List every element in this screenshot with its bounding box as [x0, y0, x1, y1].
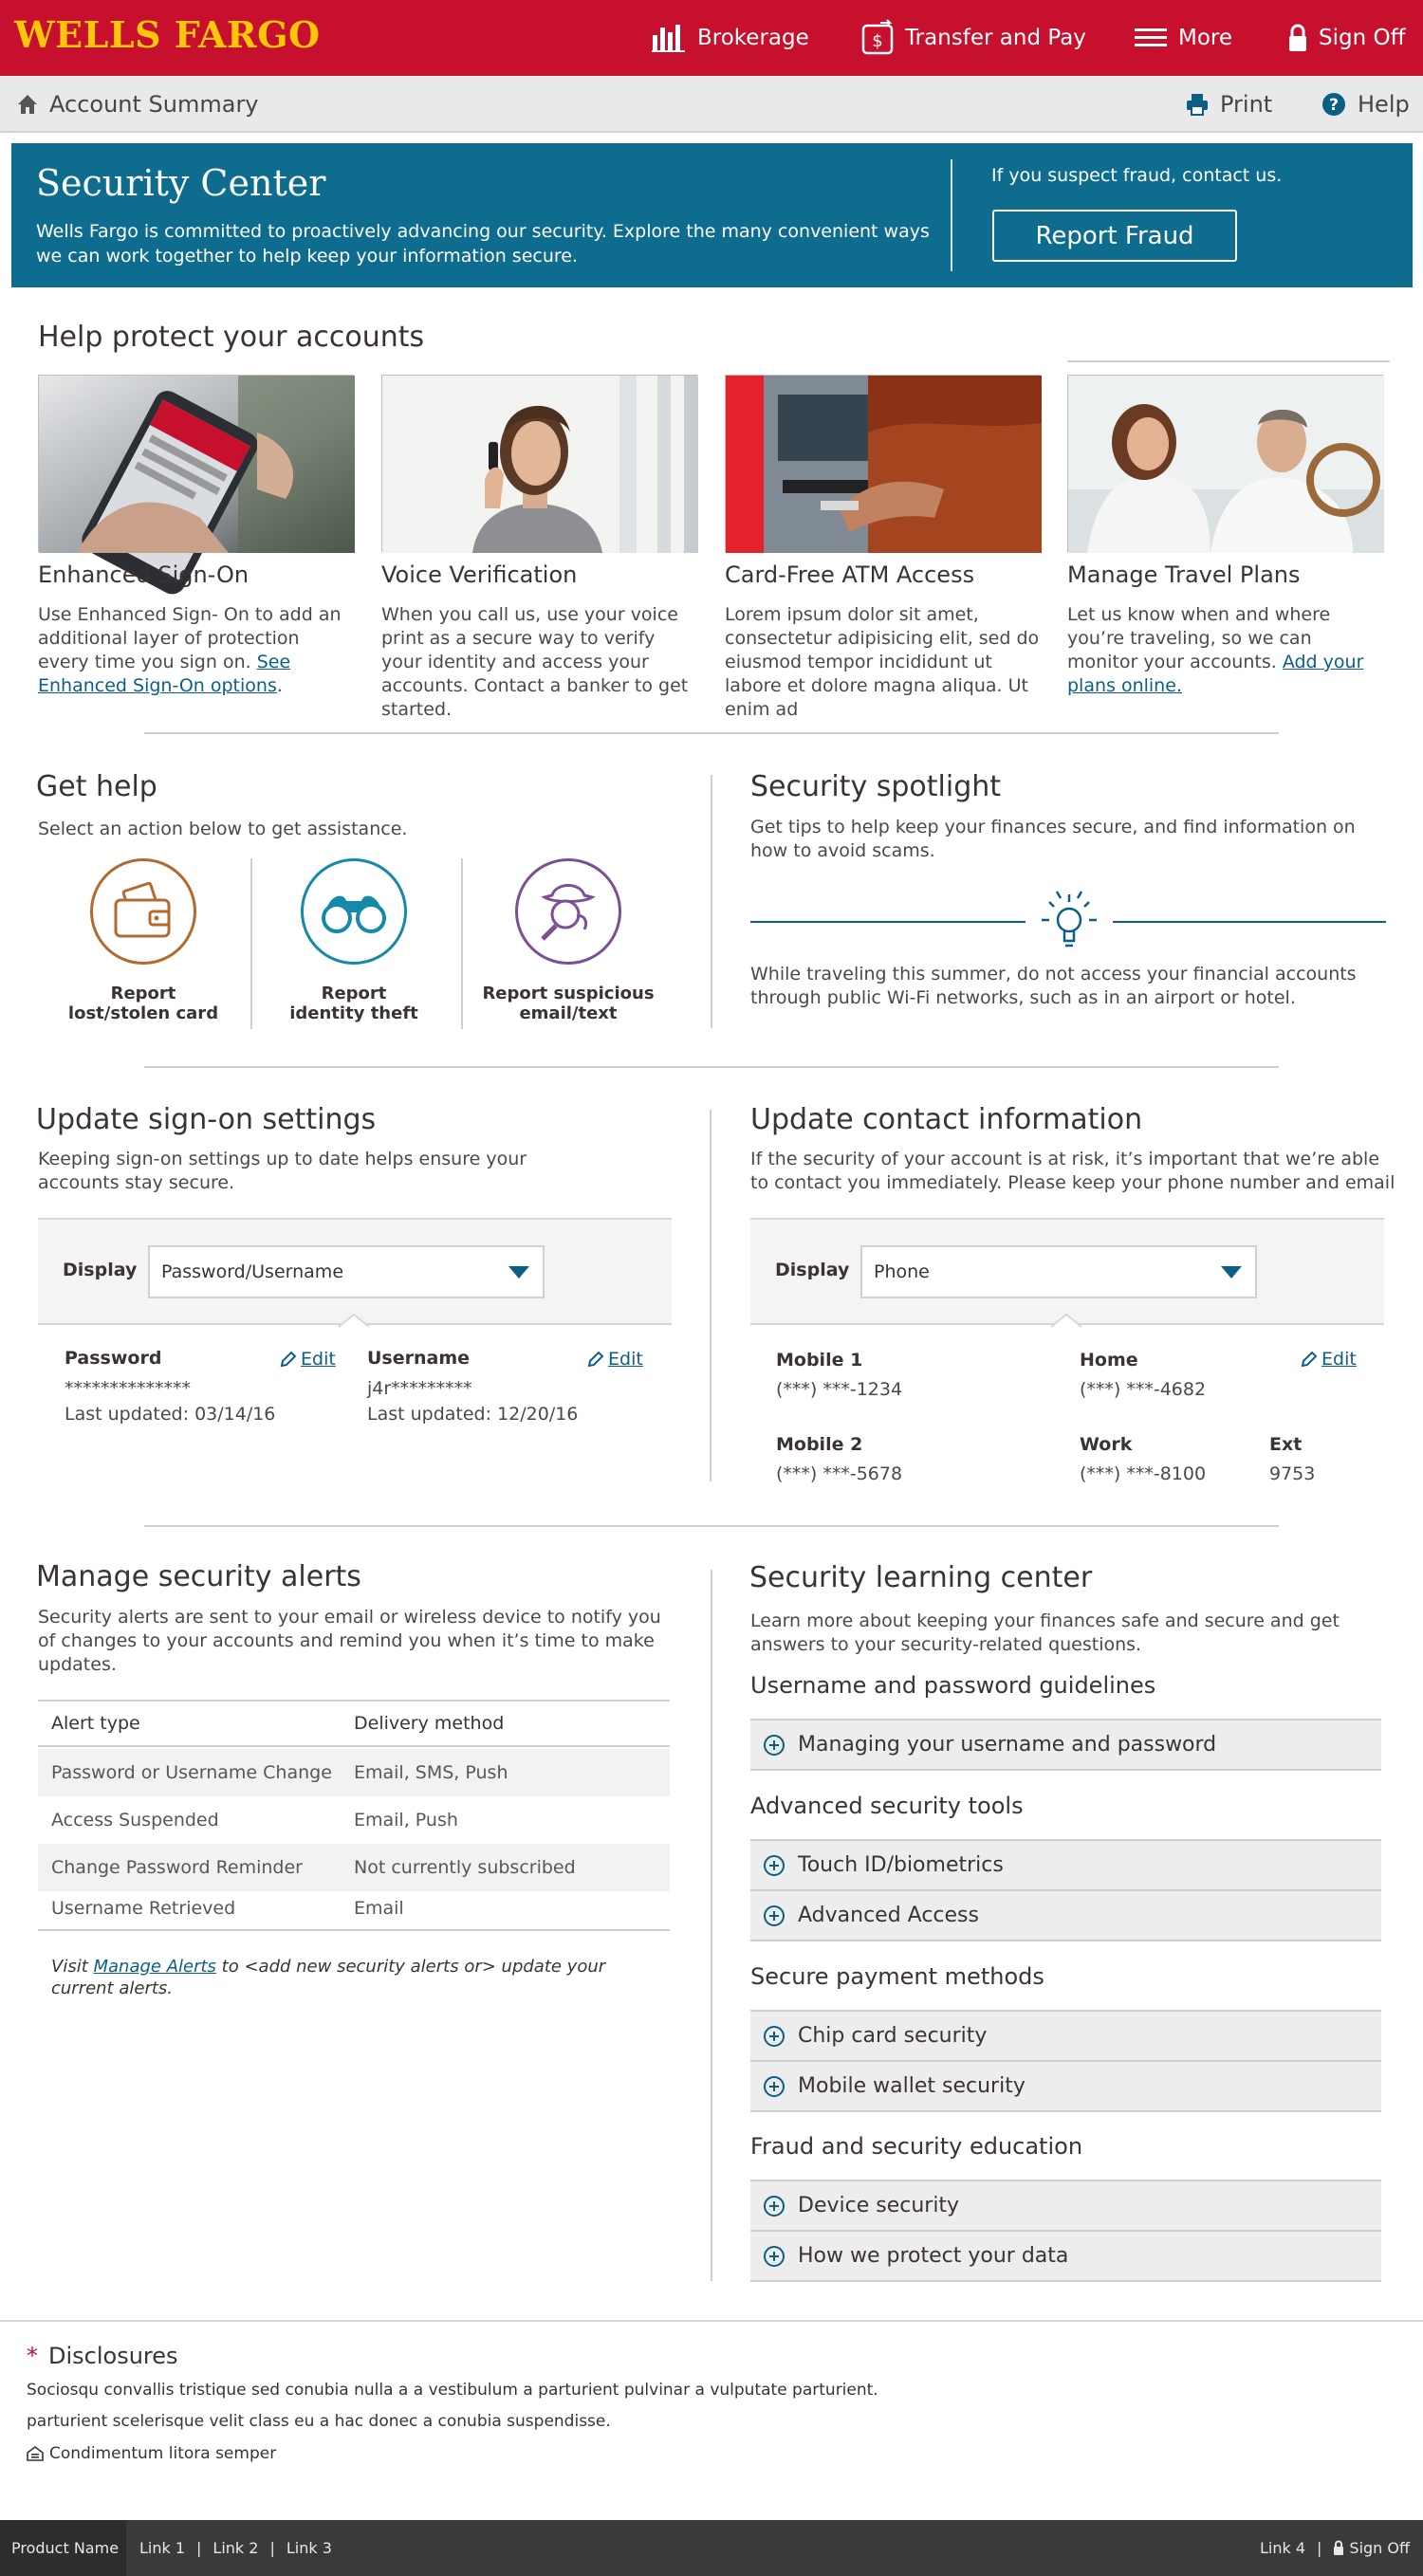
table-row[interactable]	[38, 1796, 670, 1844]
delivery-method: Not currently subscribed	[354, 1857, 576, 1878]
contact-title: Update contact information	[750, 1103, 1143, 1136]
disclosure-text: Condimentum litora semper	[49, 2444, 277, 2463]
binoculars-icon	[301, 858, 407, 965]
card-title: Voice Verification	[381, 561, 578, 588]
card-desc-text: Let us know when and where you’re traveling, so we can monitor your accounts.	[1067, 604, 1331, 672]
learning-title: Security learning center	[749, 1561, 1093, 1594]
chevron-down-icon	[508, 1266, 529, 1279]
password-label: Password	[65, 1348, 162, 1369]
plus-circle-icon	[764, 2246, 785, 2267]
accordion-how-we-protect[interactable]	[750, 2232, 1381, 2282]
delivery-method: Email, SMS, Push	[354, 1762, 508, 1783]
help-item-label: Report identity theft	[289, 984, 418, 1023]
accordion-managing-username[interactable]	[750, 1720, 1381, 1771]
spotlight-tip: While traveling this summer, do not access your financial accounts through public Wi-Fi networks, such as in an airport or hotel.	[750, 964, 1357, 1008]
accordion-touch-id[interactable]	[750, 1841, 1381, 1891]
report-identity-theft-button[interactable]	[249, 858, 459, 1023]
contact-display-panel	[750, 1218, 1384, 1325]
note-text: to <add new security alerts or> update your current alerts.	[51, 1957, 606, 1998]
card-image-phone	[38, 375, 354, 552]
nav-brokerage[interactable]	[652, 0, 809, 76]
plus-circle-icon	[764, 1855, 785, 1876]
breadcrumb[interactable]	[17, 76, 259, 133]
wallet-icon	[90, 858, 196, 965]
card-image-couple-boat	[1067, 375, 1383, 552]
nav-label: Brokerage	[697, 26, 809, 50]
delivery-method: Email	[354, 1898, 404, 1919]
footer-signoff-label: Sign Off	[1349, 2539, 1411, 2557]
ext-value: 9753	[1269, 1463, 1316, 1484]
footer-right	[1260, 2539, 1410, 2557]
panel-pointer	[1051, 1315, 1081, 1332]
accordion-device-security[interactable]	[750, 2181, 1381, 2232]
disclosure-line: parturient scelerisque velit class eu a hac donec a conubia suspendisse.	[27, 2412, 611, 2431]
accordion-label: Device security	[798, 2194, 960, 2217]
password-value: **************	[65, 1378, 191, 1399]
help-button[interactable]	[1321, 76, 1410, 133]
accordion-label: Advanced Access	[798, 1904, 979, 1927]
table-row[interactable]	[38, 1749, 670, 1796]
nav-label: Transfer and Pay	[905, 26, 1086, 50]
table-row[interactable]	[38, 1887, 670, 1931]
alert-type: Password or Username Change	[51, 1762, 332, 1783]
card-enhanced-sign-on	[38, 375, 354, 698]
plus-circle-icon	[764, 2026, 785, 2047]
username-updated: Last updated: 12/20/16	[367, 1404, 579, 1425]
accordion-chip-card[interactable]	[750, 2012, 1381, 2062]
lightbulb-icon	[1036, 889, 1102, 955]
disclosures-rule	[0, 2320, 1423, 2322]
nav-transfer-and-pay[interactable]	[861, 0, 1086, 76]
security-center-banner	[11, 143, 1413, 287]
select-value: Password/Username	[161, 1261, 344, 1282]
display-label: Display	[63, 1260, 138, 1280]
plus-circle-icon	[764, 1735, 785, 1756]
plus-circle-icon	[764, 2196, 785, 2217]
signon-title: Update sign-on settings	[36, 1103, 377, 1136]
card-desc: Lorem ipsum dolor sit amet, consectetur adipisicing elit, sed do eiusmod tempor incididunt ut labore et dolore magna aliqua. Ut enim ad	[725, 604, 1040, 720]
svg-text:$: $	[872, 31, 883, 51]
question-icon	[1321, 92, 1346, 117]
alerts-desc: Security alerts are sent to your email or wireless device to notify you of changes to your accounts and remind you when it’s time to make updates.	[38, 1607, 661, 1675]
hamburger-icon	[1135, 27, 1167, 49]
spotlight-desc: Get tips to help keep your finances secure, and find information on how to avoid scams.	[750, 817, 1356, 861]
footer-sign-off[interactable]	[1333, 2539, 1410, 2557]
card-top-rule	[1067, 360, 1390, 362]
edit-label: Edit	[608, 1349, 643, 1370]
alert-type: Username Retrieved	[51, 1898, 236, 1919]
edit-password-link[interactable]	[280, 1349, 336, 1370]
alerts-note	[51, 1956, 658, 1999]
print-button[interactable]	[1186, 76, 1272, 133]
alerts-title: Manage security alerts	[36, 1560, 361, 1593]
disclosures-title: Disclosures	[48, 2343, 178, 2369]
report-lost-card-button[interactable]	[38, 858, 249, 1023]
display-label: Display	[775, 1260, 850, 1280]
card-image-atm	[725, 375, 1041, 552]
section-divider	[144, 1066, 1279, 1068]
accordion-label: Chip card security	[798, 2024, 988, 2048]
footer-links	[139, 2539, 332, 2557]
col-alert-type: Alert type	[51, 1713, 140, 1734]
accordion-label: Managing your username and password	[798, 1733, 1217, 1757]
get-help-title: Get help	[36, 770, 157, 803]
disclosure-star: *	[27, 2343, 38, 2369]
svg-text:?: ?	[1329, 96, 1339, 115]
banner-divider	[951, 159, 952, 271]
help-item-label: Report suspicious email/text	[482, 984, 655, 1023]
card-manage-travel-plans	[1067, 375, 1383, 698]
nav-label: Sign Off	[1319, 26, 1406, 50]
pencil-icon	[280, 1351, 297, 1368]
accordion-mobile-wallet[interactable]	[750, 2062, 1381, 2112]
transfer-icon	[861, 21, 894, 55]
mobile1-label: Mobile 1	[776, 1350, 863, 1371]
footer-sep: |	[196, 2539, 202, 2557]
accordion-label: Mobile wallet security	[798, 2074, 1026, 2098]
mobile2-label: Mobile 2	[776, 1434, 863, 1455]
password-updated: Last updated: 03/14/16	[65, 1404, 276, 1425]
edit-label: Edit	[301, 1349, 336, 1370]
pencil-icon	[587, 1351, 604, 1368]
footer-sep: |	[1317, 2539, 1322, 2557]
report-suspicious-email-button[interactable]	[463, 858, 674, 1023]
detective-icon	[515, 858, 621, 965]
edit-contact-link[interactable]	[1301, 1349, 1357, 1370]
banner-description: Wells Fargo is committed to proactively advancing our security. Explore the many convenient ways we can work together to help keep your information secure.	[36, 221, 930, 267]
spotlight-rule-left	[750, 921, 1026, 923]
manage-alerts-link[interactable]: Manage Alerts	[93, 1957, 216, 1977]
card-desc	[38, 603, 354, 698]
footer-link-3[interactable]: Link 3	[286, 2539, 332, 2557]
card-desc	[1067, 603, 1383, 698]
accordion-label: Touch ID/biometrics	[798, 1853, 1004, 1877]
equal-housing-icon	[27, 2446, 44, 2461]
nav-label: More	[1178, 26, 1233, 50]
plus-circle-icon	[764, 1905, 785, 1926]
username-value: j4r*********	[367, 1378, 472, 1399]
mobile2-value: (***) ***-5678	[776, 1463, 903, 1484]
print-label: Print	[1220, 91, 1273, 118]
home-value: (***) ***-4682	[1080, 1379, 1207, 1400]
contact-display-select[interactable]	[860, 1245, 1257, 1298]
learning-section-title: Username and password guidelines	[750, 1672, 1156, 1699]
section-divider	[144, 1525, 1279, 1527]
breadcrumb-label: Account Summary	[49, 91, 259, 118]
card-image-woman-phone	[381, 375, 697, 552]
lock-icon	[1288, 24, 1307, 52]
pencil-icon	[1301, 1351, 1318, 1368]
plus-circle-icon	[764, 2076, 785, 2097]
get-help-subtitle: Select an action below to get assistance.	[38, 819, 408, 839]
home-label: Home	[1080, 1350, 1138, 1371]
select-value: Phone	[874, 1261, 930, 1282]
card-title: Card-Free ATM Access	[725, 561, 975, 588]
panel-pointer	[339, 1315, 369, 1332]
accordion-label: How we protect your data	[798, 2244, 1069, 2268]
note-text: Visit	[51, 1957, 94, 1977]
card-title: Manage Travel Plans	[1067, 561, 1301, 588]
contact-desc: If the security of your account is at risk, it’s important that we’re able to contact you immediately. Please keep your phone number and email	[750, 1149, 1395, 1193]
card-voice-verification	[381, 375, 697, 722]
card-desc-text: Use Enhanced Sign- On to add an additional layer of protection every time you sign on.	[38, 604, 342, 672]
home-icon	[17, 94, 38, 115]
footer-bar	[0, 2520, 1423, 2576]
disclosure-line	[27, 2444, 276, 2463]
alert-type: Change Password Reminder	[51, 1857, 303, 1878]
signon-desc: Keeping sign-on settings up to date helps ensure your accounts stay secure.	[38, 1149, 527, 1193]
learning-desc: Learn more about keeping your finances safe and secure and get answers to your security-related questions.	[750, 1610, 1340, 1655]
card-desc: When you call us, use your voice print as a secure way to verify your identity and access your accounts. Contact a banker to get started.	[381, 604, 689, 720]
help-label: Help	[1358, 91, 1410, 118]
help-item-label: Report lost/stolen card	[67, 984, 219, 1023]
column-divider	[710, 1110, 712, 1481]
nav-more[interactable]	[1135, 0, 1232, 76]
card-desc-tail: .	[276, 675, 283, 696]
nav-sign-off[interactable]	[1288, 0, 1405, 76]
footer-link-4[interactable]: Link 4	[1260, 2539, 1306, 2557]
spotlight-title: Security spotlight	[750, 770, 1002, 803]
alert-type: Access Suspended	[51, 1810, 219, 1831]
banner-title: Security Center	[36, 162, 326, 204]
bar-chart-icon	[652, 24, 686, 52]
lock-icon	[1333, 2540, 1344, 2556]
add-your-plans-link[interactable]: Add your plans online.	[1067, 652, 1364, 696]
footer-sep: |	[269, 2539, 275, 2557]
signon-display-panel	[38, 1218, 672, 1325]
column-divider	[711, 1570, 712, 2281]
learning-section-title: Advanced security tools	[750, 1793, 1024, 1819]
accordion-advanced-access[interactable]	[750, 1891, 1381, 1941]
work-value: (***) ***-8100	[1080, 1463, 1207, 1484]
printer-icon	[1186, 93, 1209, 116]
footer-link-1[interactable]: Link 1	[139, 2539, 186, 2557]
col-delivery-method: Delivery method	[354, 1713, 505, 1734]
footer-link-2[interactable]: Link 2	[213, 2539, 259, 2557]
fraud-contact-text: If you suspect fraud, contact us.	[991, 165, 1283, 186]
mobile1-value: (***) ***-1234	[776, 1379, 903, 1400]
ext-label: Ext	[1269, 1434, 1303, 1455]
column-divider	[711, 775, 712, 1028]
card-card-free-atm	[725, 375, 1041, 720]
table-header	[38, 1702, 670, 1747]
report-fraud-button[interactable]: Report Fraud	[992, 210, 1237, 262]
table-row[interactable]	[38, 1844, 670, 1891]
edit-label: Edit	[1321, 1349, 1357, 1370]
learning-section-title: Secure payment methods	[750, 1963, 1044, 1990]
delivery-method: Email, Push	[354, 1810, 458, 1831]
see-enhanced-sign-on-link[interactable]: See Enhanced Sign-On options	[38, 652, 291, 696]
disclosure-line: Sociosqu convallis tristique sed conubia nulla a a vestibulum a parturient pulvinar a vulputate parturient.	[27, 2381, 878, 2400]
chevron-down-icon	[1221, 1266, 1242, 1279]
section-divider	[144, 732, 1279, 734]
work-label: Work	[1080, 1434, 1133, 1455]
spotlight-rule-right	[1113, 921, 1386, 923]
card-title: Enhanced Sign-On	[38, 561, 249, 588]
learning-section-title: Fraud and security education	[750, 2133, 1083, 2160]
username-label: Username	[367, 1348, 471, 1369]
wells-fargo-logo[interactable]: WELLS FARGO	[14, 13, 321, 56]
protect-title: Help protect your accounts	[38, 321, 425, 354]
footer-product-name: Product Name	[11, 2539, 120, 2557]
signon-display-select[interactable]	[148, 1245, 545, 1298]
edit-username-link[interactable]	[587, 1349, 643, 1370]
